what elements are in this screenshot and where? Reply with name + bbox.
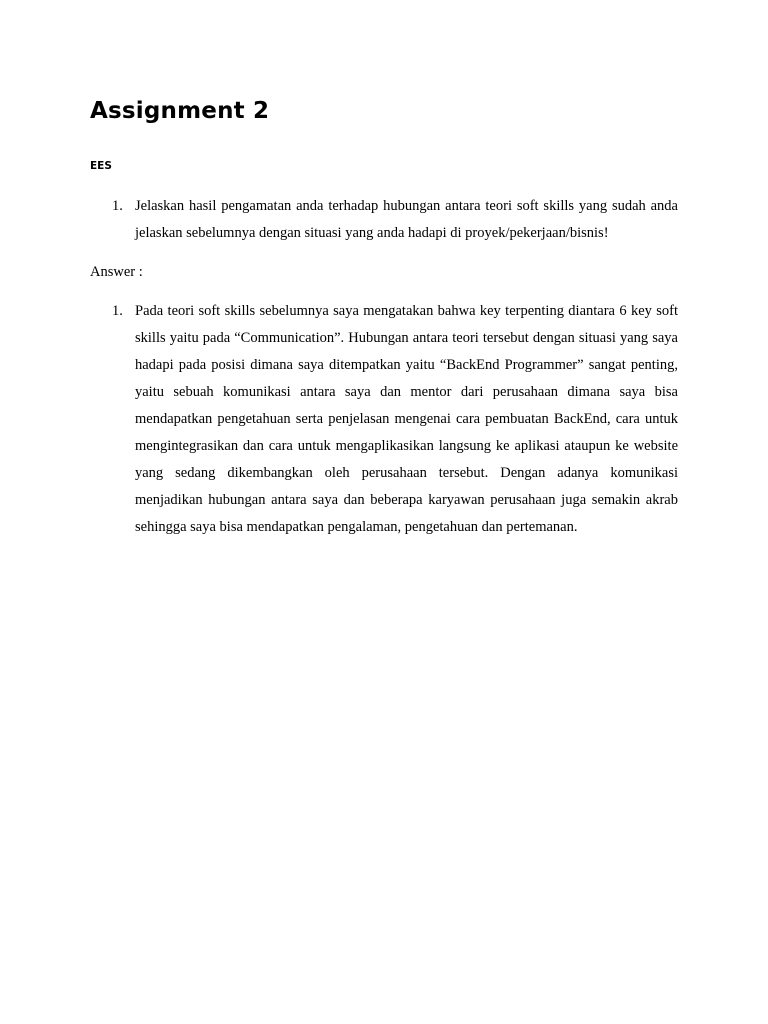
- answer-item: [90, 298, 678, 541]
- question-list: [90, 193, 678, 247]
- question-item: [90, 193, 678, 247]
- answer-number: 1.: [112, 303, 123, 319]
- document-title: Assignment 2: [90, 98, 270, 124]
- question-number: 1.: [112, 198, 123, 214]
- answer-text: Pada teori soft skills sebelumnya saya mengatakan bahwa key terpenting diantara 6 key soft skills yaitu pada “Communication”. Hubungan antara teori tersebut dengan situasi yang saya hadapi pada posisi dimana saya ditempatkan yaitu “BackEnd Programmer” sangat penting, yaitu sebuah komunikasi antara saya dan mentor dari perusahaan dimana saya bisa mendapatkan pengetahuan serta penjelasan mengenai cara pembuatan BackEnd, cara untuk mengintegrasikan dan cara untuk mengaplikasikan langsung ke aplikasi ataupun ke website yang sedang dikembangkan oleh perusahaan tersebut. Dengan adanya komunikasi menjadikan hubungan antara saya dan beberapa karyawan perusahaan juga semakin akrab sehingga saya bisa mendapatkan pengalaman, pengetahuan dan pertemanan.: [135, 303, 678, 535]
- question-text: Jelaskan hasil pengamatan anda terhadap hubungan antara teori soft skills yang sudah anda jelaskan sebelumnya dengan situasi yang anda hadapi di proyek/pekerjaan/bisnis!: [135, 198, 678, 241]
- section-label: EES: [90, 160, 112, 172]
- answer-label: Answer :: [90, 264, 143, 280]
- answer-list: [90, 298, 678, 541]
